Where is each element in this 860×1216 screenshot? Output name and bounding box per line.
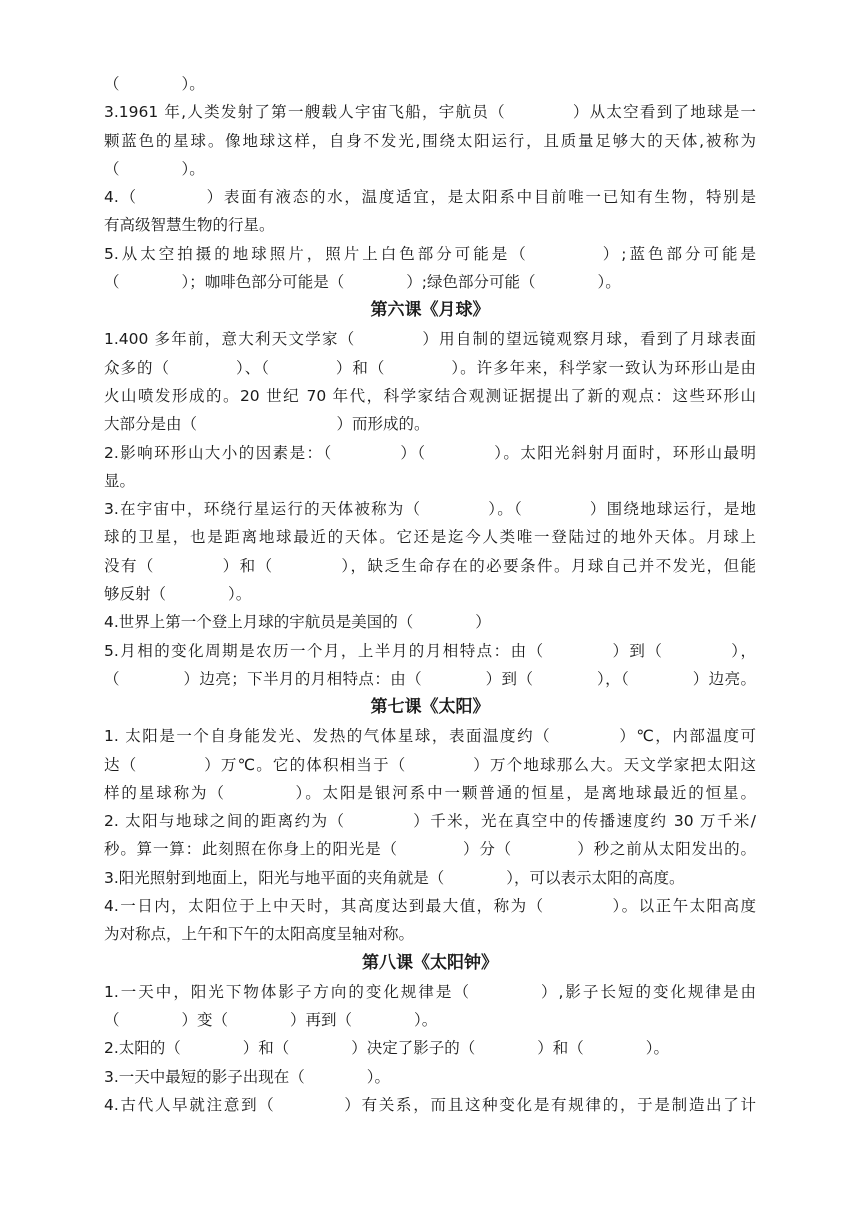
text-line: （ ）边亮；下半月的月相特点：由（ ）到（ ），（ ）边亮。	[104, 669, 756, 688]
text-line: 1.一天中，阳光下物体影子方向的变化规律是（ ）,影子长短的变化规律是由	[104, 982, 756, 1001]
text-line: 1. 太阳是一个自身能发光、发热的气体星球，表面温度约（ ）℃，内部温度可	[104, 727, 756, 746]
worksheet-content	[104, 70, 756, 1119]
text-line: 有高级智慧生物的行星。	[104, 216, 275, 235]
lesson-heading: 第六课《月球》	[370, 300, 490, 321]
text-line: 3.阳光照射到地面上，阳光与地平面的夹角就是（ ），可以表示太阳的高度。	[104, 868, 685, 887]
text-line: 5.从太空拍摄的地球照片，照片上白色部分可能是（ ）;蓝色部分可能是	[104, 244, 756, 263]
text-line: 球的卫星，也是距离地球最近的天体。它还是迄今人类唯一登陆过的地外天体。月球上	[104, 528, 756, 547]
text-line: 颗蓝色的星球。像地球这样，自身不发光,围绕太阳运行，且质量足够大的天体,被称为	[104, 131, 756, 150]
text-line: 样的星球称为（ ）。太阳是银河系中一颗普通的恒星，是离地球最近的恒星。	[104, 783, 756, 802]
text-line: 没有（ ）和（ ），缺乏生命存在的必要条件。月球自己并不发光，但能	[104, 556, 756, 575]
text-line: 1.400 多年前，意大利天文学家（ ）用自制的望远镜观察月球，看到了月球表面	[104, 330, 756, 349]
text-line: 4.古代人早就注意到（ ）有关系，而且这种变化是有规律的，于是制造出了计	[104, 1095, 756, 1114]
text-line: （ ）。	[104, 75, 205, 93]
text-line: 5.月相的变化周期是农历一个月，上半月的月相特点：由（ ）到（ ），	[104, 641, 756, 660]
text-line: 大部分是由（ ）而形成的。	[104, 415, 430, 434]
text-line: 够反射（ ）。	[104, 585, 252, 604]
text-line: 3.1961 年,人类发射了第一艘载人宇宙飞船，宇航员（ ）从太空看到了地球是一	[104, 103, 756, 122]
text-line: （ ）；咖啡色部分可能是（ ）;绿色部分可能（ ）。	[104, 273, 621, 292]
text-line: 2. 太阳与地球之间的距离约为（ ）千米，光在真空中的传播速度约 30 万千米/	[104, 812, 756, 831]
text-line: 4.世界上第一个登上月球的宇航员是美国的（ ）	[104, 613, 491, 632]
text-line: 火山喷发形成的。20 世纪 70 年代，科学家结合观测证据提出了新的观点：这些环形山	[104, 386, 756, 405]
text-line: 3.一天中最短的影子出现在（ ）。	[104, 1067, 391, 1086]
text-line: 3.在宇宙中，环绕行星运行的天体被称为（ ）。（ ）围绕地球运行，是地	[104, 500, 756, 519]
lesson-heading: 第八课《太阳钟》	[362, 952, 498, 973]
text-line: 秒。算一算：此刻照在你身上的阳光是（ ）分（ ）秒之前从太阳发出的。	[104, 840, 756, 859]
text-line: 为对称点，上午和下午的太阳高度呈轴对称。	[104, 925, 415, 944]
text-line: 4.（ ）表面有液态的水，温度适宜，是太阳系中目前唯一已知有生物，特别是	[104, 188, 756, 207]
lesson-heading: 第七课《太阳》	[370, 697, 490, 718]
text-line: 众多的（ ）、（ ）和（ ）。许多年来，科学家一致认为环形山是由	[104, 358, 756, 377]
text-line: 2.影响环形山大小的因素是：（ ）（ ）。太阳光斜射月面时，环形山最明	[104, 443, 756, 462]
text-line: 达（ ）万℃。它的体积相当于（ ）万个地球那么大。天文学家把太阳这	[104, 755, 756, 774]
text-line: （ ）。	[104, 159, 205, 178]
text-line: 2.太阳的（ ）和（ ）决定了影子的（ ）和（ ）。	[104, 1039, 670, 1058]
text-line: 显。	[104, 471, 136, 490]
text-line: 4.一日内，太阳位于上中天时，其高度达到最大值，称为（ ）。以正午太阳高度	[104, 897, 756, 916]
text-line: （ ）变（ ）再到（ ）。	[104, 1010, 438, 1029]
